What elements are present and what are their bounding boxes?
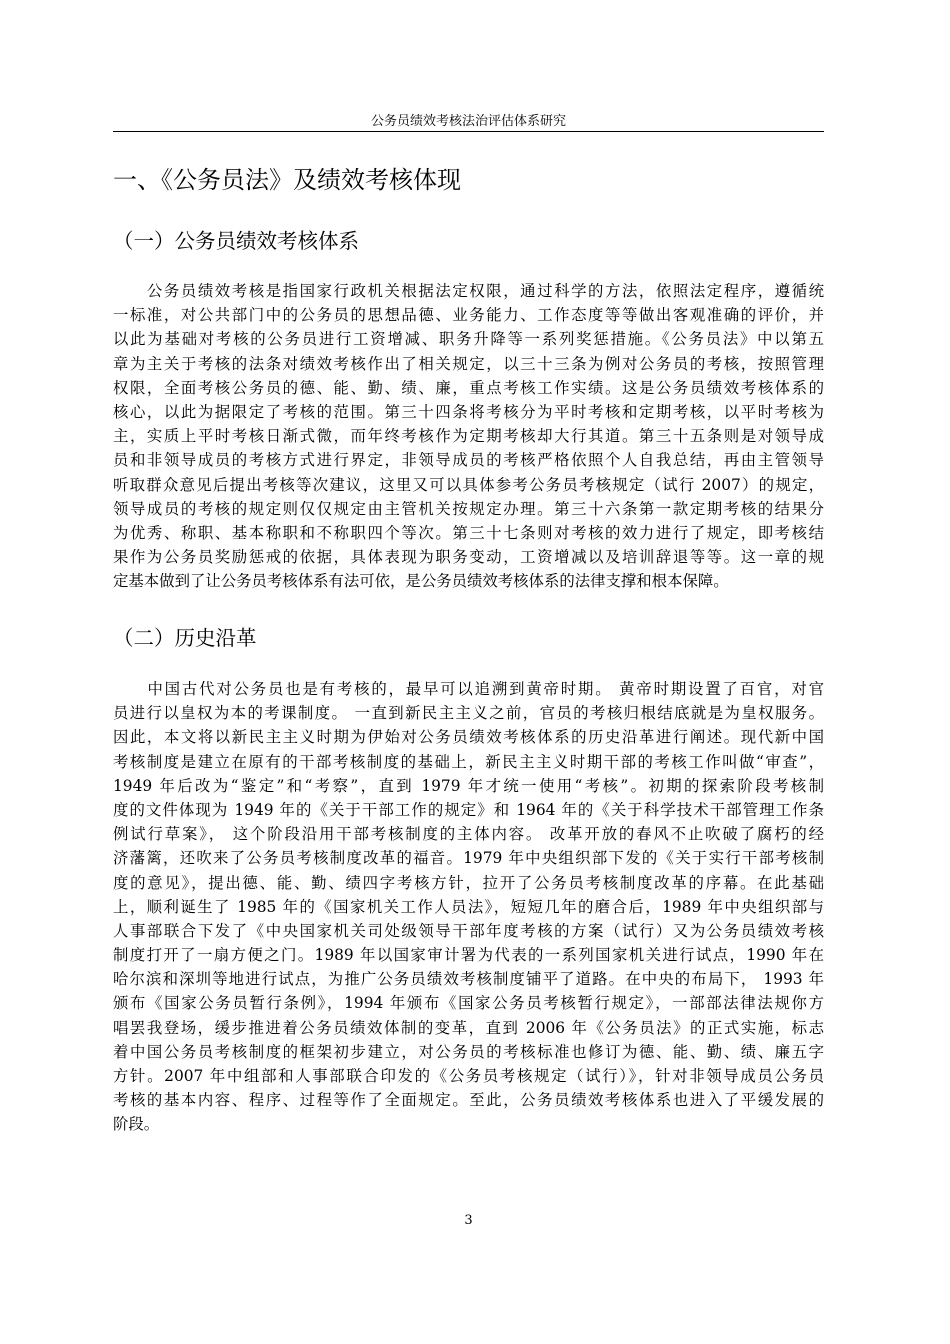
paragraph-line: 领导成员的考核的规定则仅仅规定由主管机关按规定办理。第三十六条第一款定期考核的结果分	[113, 499, 824, 518]
paragraph-line: 颁布《国家公务员暂行条例》，1994 年颁布《国家公务员考核暂行规定》，一部部法律法规你方	[113, 994, 824, 1013]
paragraph-line: 听取群众意见后提出考核等次建议，这里又可以具体参考公务员考核规定（试行 2007）的规定，	[113, 475, 824, 494]
paragraph-line: 考核制度是建立在原有的干部考核制度的基础上，新民主主义时期干部的考核工作叫做“审查”，	[113, 752, 824, 771]
paragraph-line: 例试行草案》， 这个阶段沿用干部考核制度的主体内容。 改革开放的春风不止吹破了腐朽的经	[113, 825, 824, 844]
paragraph-line: 阶段。	[113, 1115, 160, 1134]
paragraph-2	[113, 677, 824, 1137]
paragraph-line: 度的文件体现为 1949 年的《关于干部工作的规定》和 1964 年的《关于科学技术干部管理工作条	[113, 800, 824, 819]
paragraph-line: 定基本做到了让公务员考核体系有法可依，是公务员绩效考核体系的法律支撑和根本保障。	[113, 572, 729, 591]
paragraph-line: 为优秀、称职、基本称职和不称职四个等次。第三十七条则对考核的效力进行了规定，即考核结	[113, 523, 824, 542]
paragraph-line: 度的意见》，提出德、能、勤、绩四字考核方针，拉开了公务员考核制度改革的序幕。在此基础	[113, 873, 824, 892]
paragraph-line: 着中国公务员考核制度的框架初步建立，对公务员的考核标准也修订为德、能、勤、绩、廉五字	[113, 1042, 824, 1061]
paragraph-line: 一标准，对公共部门中的公务员的思想品德、业务能力、工作态度等等做出客观准确的评价，并	[113, 306, 824, 325]
paragraph-1	[113, 279, 824, 593]
paragraph-line: 核心，以此为据限定了考核的范围。第三十四条将考核分为平时考核和定期考核，以平时考核为	[113, 402, 824, 421]
paragraph-line: 因此，本文将以新民主主义时期为伊始对公务员绩效考核体系的历史沿革进行阐述。现代新中国	[113, 728, 824, 747]
paragraph-line: 唱罢我登场，缓步推进着公务员绩效体制的变革，直到 2006 年《公务员法》的正式实施，标志	[113, 1018, 824, 1037]
paragraph-line: 考核的基本内容、程序、过程等作了全面规定。至此，公务员绩效考核体系也进入了平缓发展的	[113, 1091, 824, 1110]
page-number: 3	[464, 1213, 473, 1228]
paragraph-line: 员和非领导成员的考核方式进行界定，非领导成员的考核严格依照个人自我总结，再由主管领导	[113, 451, 824, 470]
paragraph-line: 章为主关于考核的法条对绩效考核作出了相关规定，以三十三条为例对公务员的考核，按照管理	[113, 354, 824, 373]
paragraph-line: 1949 年后改为“鉴定”和“考察”，直到 1979 年才统一使用“考核”。初期的探索阶段考核制	[113, 776, 824, 795]
paragraph-line: 方针。2007 年中组部和人事部联合印发的《公务员考核规定（试行）》，针对非领导成员公务员	[113, 1067, 824, 1085]
paragraph-line: 公务员绩效考核是指国家行政机关根据法定权限，通过科学的方法，依照法定程序，遵循统	[113, 282, 824, 300]
subsection-heading-2: （二）历史沿革	[113, 626, 257, 650]
header-rule	[113, 131, 824, 132]
paragraph-line: 主，实质上平时考核日渐式微，而年终考核作为定期考核却大行其道。第三十五条则是对领导成	[113, 427, 824, 446]
paragraph-line: 果作为公务员奖励惩戒的依据，具体表现为职务变动，工资增减以及培训辞退等等。这一章的规	[113, 548, 824, 567]
running-header: 公务员绩效考核法治评估体系研究	[370, 114, 566, 129]
paragraph-line: 济藩篱，还吹来了公务员考核制度改革的福音。1979 年中央组织部下发的《关于实行干部考核制	[113, 849, 824, 868]
paragraph-line: 制度打开了一扇方便之门。1989 年以国家审计署为代表的一系列国家机关进行试点，1990 年在	[113, 946, 824, 965]
paragraph-line: 上，顺利诞生了 1985 年的《国家机关工作人员法》，短短几年的磨合后，1989 年中央组织部与	[113, 897, 824, 916]
section-heading: 一、《公务员法》及绩效考核体现	[113, 166, 461, 194]
paragraph-line: 员进行以皇权为本的考课制度。 一直到新民主主义之前，官员的考核归根结底就是为皇权服务。	[113, 704, 824, 723]
paragraph-line: 哈尔滨和深圳等地进行试点，为推广公务员绩效考核制度铺平了道路。在中央的布局下， 1993 年	[113, 970, 824, 989]
subsection-heading-1: （一）公务员绩效考核体系	[113, 229, 359, 253]
paragraph-line: 人事部联合下发了《中央国家机关司处级领导干部年度考核的方案（试行）又为公务员绩效考核	[113, 921, 824, 940]
paragraph-line: 以此为基础对考核的公务员进行工资增减、职务升降等一系列奖惩措施。《公务员法》中以第五	[113, 330, 824, 349]
paragraph-line: 权限，全面考核公务员的德、能、勤、绩、廉，重点考核工作实绩。这是公务员绩效考核体系的	[113, 378, 824, 397]
paragraph-line: 中国古代对公务员也是有考核的，最早可以追溯到黄帝时期。 黄帝时期设置了百官，对官	[113, 680, 824, 698]
